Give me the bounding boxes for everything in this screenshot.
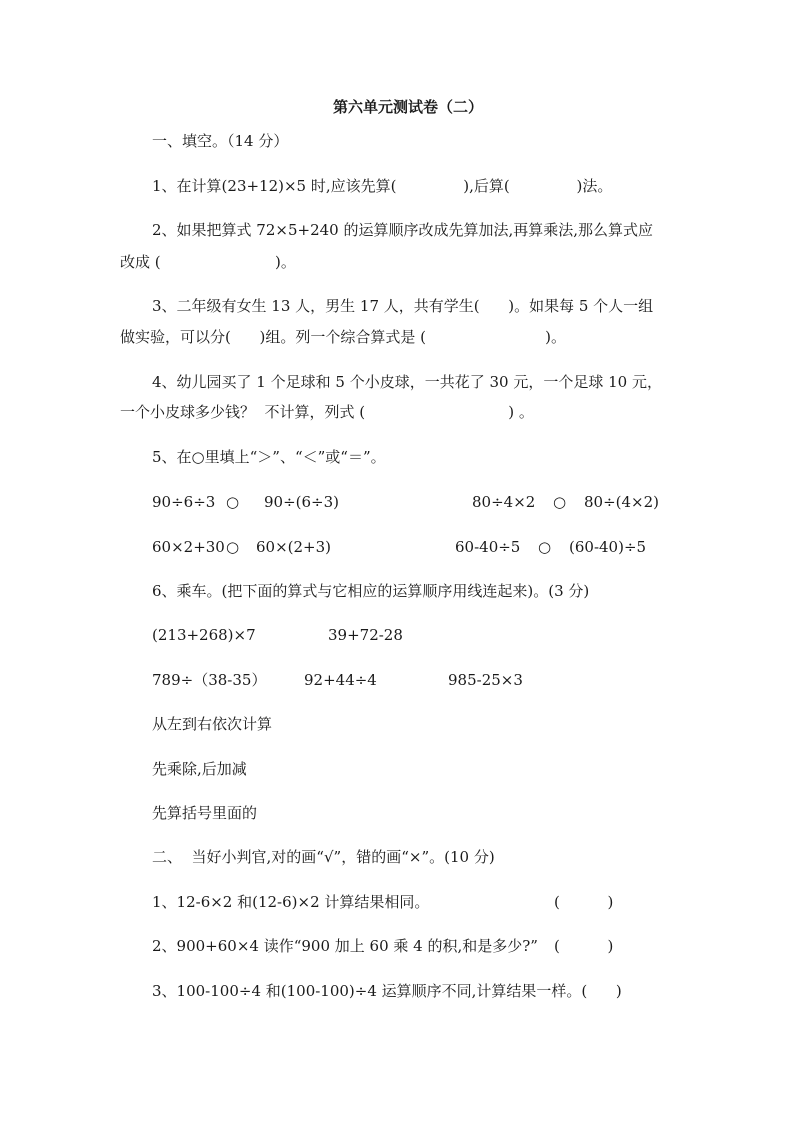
question-4-line1: 4、幼儿园买了 1 个足球和 5 个小皮球，一共花了 30 元，一个足球 10 元， [152,373,662,391]
compare-left-1: 90÷6÷3 [152,493,216,511]
judge-item-2: 2、900+60×4 读作“900 加上 60 乘 4 的积,和是多少?” [152,937,538,955]
question-3-line1: 3、二年级有女生 13 人，男生 17 人，共有学生( )。如果每 5 个人一组 [152,297,654,315]
question-2-line2: 改成 ( )。 [120,253,296,271]
compare-right-4: (60-40)÷5 [569,538,647,556]
compare-circle-2[interactable]: ○ [553,493,567,511]
page-title: 第六单元测试卷（二） [333,98,484,116]
expression-5: 985-25×3 [448,671,523,689]
order-3: 先算括号里面的 [152,804,258,822]
question-3-line2: 做实验，可以分( )组。列一个综合算式是 ( )。 [120,328,566,346]
question-1: 1、在计算(23+12)×5 时,应该先算( ),后算( )法。 [152,177,613,195]
question-6: 6、乘车。(把下面的算式与它相应的运算顺序用线连起来)。(3 分) [152,582,590,600]
question-5: 5、在○里填上“＞”、“＜”或“＝”。 [152,448,386,466]
compare-circle-3[interactable]: ○ [226,538,240,556]
compare-circle-1[interactable]: ○ [226,493,240,511]
question-2-line1: 2、如果把算式 72×5+240 的运算顺序改成先算加法,再算乘法,那么算式应 [152,221,654,239]
judge-blank-1[interactable]: ( ) [554,893,614,911]
section2-heading: 二、 当好小判官,对的画“√”，错的画“×”。(10 分) [152,848,495,866]
order-1: 从左到右依次计算 [152,715,273,733]
compare-right-2: 80÷(4×2) [584,493,660,511]
judge-item-3: 3、100-100÷4 和(100-100)÷4 运算顺序不同,计算结果一样。( ) [152,982,622,1000]
expression-4: 92+44÷4 [304,671,377,689]
compare-circle-4[interactable]: ○ [538,538,552,556]
expression-1: (213+268)×7 [152,626,256,644]
expression-3: 789÷（38-35） [152,671,267,689]
compare-left-2: 80÷4×2 [472,493,536,511]
compare-left-4: 60-40÷5 [455,538,521,556]
compare-right-1: 90÷(6÷3) [264,493,340,511]
compare-left-3: 60×2+30 [152,538,225,556]
question-4-line2: 一个小皮球多少钱？ 不计算，列式 ( ) 。 [120,403,534,421]
order-2: 先乘除,后加减 [152,760,247,778]
expression-2: 39+72-28 [328,626,403,644]
compare-right-3: 60×(2+3) [256,538,332,556]
section1-heading: 一、填空。（14 分） [152,132,289,150]
judge-item-1: 1、12-6×2 和(12-6)×2 计算结果相同。 [152,893,430,911]
judge-blank-2[interactable]: ( ) [554,937,614,955]
